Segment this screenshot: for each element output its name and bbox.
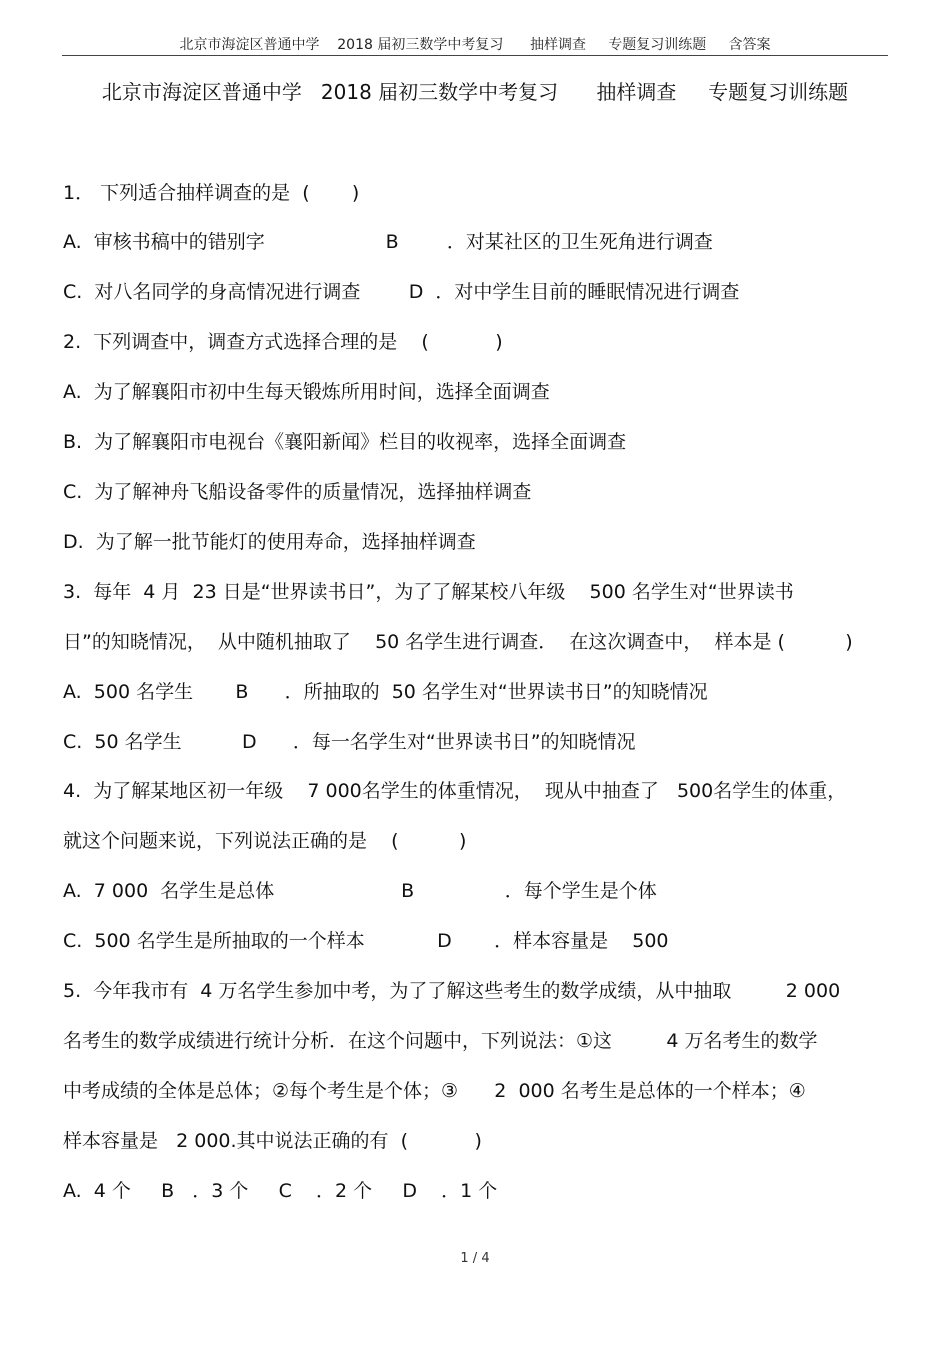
question-4-stem-line-2: 就这个问题来说，下列说法正确的是 ( )	[63, 830, 467, 852]
question-3-options-cd: C. 50 名学生 D ．每一名学生对“世界读书日”的知晓情况	[63, 731, 636, 753]
question-5-stem-line-4: 样本容量是 2 000.其中说法正确的有 ( )	[63, 1130, 482, 1152]
question-5-stem-line-1: 5. 今年我市有 4 万名学生参加中考，为了了解这些考生的数学成绩，从中抽取 2 000	[63, 980, 841, 1002]
question-5-stem-line-3: 中考成绩的全体是总体；②每个考生是个体；③ 2 000 名考生是总体的一个样本；④	[63, 1080, 806, 1102]
question-2-option-d: D. 为了解一批节能灯的使用寿命，选择抽样调查	[63, 531, 476, 553]
question-1-stem: 1． 下列适合抽样调查的是 ( )	[63, 182, 360, 204]
page-number: 1 / 4	[460, 1251, 490, 1266]
running-header: 北京市海淀区普通中学 2018 届初三数学中考复习 抽样调查 专题复习训练题 含答案	[179, 37, 771, 53]
question-2-option-a: A. 为了解襄阳市初中生每天锻炼所用时间，选择全面调查	[63, 381, 550, 403]
question-2-stem: 2. 下列调查中，调查方式选择合理的是 ( )	[63, 331, 503, 353]
question-5-stem-line-2: 名考生的数学成绩进行统计分析．在这个问题中，下列说法：①这 4 万名考生的数学	[63, 1030, 818, 1052]
document-title: 北京市海淀区普通中学 2018 届初三数学中考复习 抽样调查 专题复习训练题	[101, 80, 849, 104]
question-2-option-c: C. 为了解神舟飞船设备零件的质量情况，选择抽样调查	[63, 481, 532, 503]
question-1-options-cd: C. 对八名同学的身高情况进行调查 D ．对中学生目前的睡眠情况进行调查	[63, 281, 740, 303]
question-5-options: A. 4 个 B ．3 个 C ．2 个 D ．1 个	[63, 1180, 498, 1202]
header-divider	[62, 55, 888, 56]
question-3-options-ab: A. 500 名学生 B ．所抽取的 50 名学生对“世界读书日”的知晓情况	[63, 681, 708, 703]
question-3-stem-line-1: 3. 每年 4 月 23 日是“世界读书日”，为了了解某校八年级 500 名学生对“世界读书	[63, 581, 794, 603]
question-2-option-b: B. 为了解襄阳市电视台《襄阳新闻》栏目的收视率，选择全面调查	[63, 431, 627, 453]
question-1-options-ab: A. 审核书稿中的错别字 B ．对某社区的卫生死角进行调查	[63, 231, 713, 253]
question-3-stem-line-2: 日”的知晓情况， 从中随机抽取了 50 名学生进行调查． 在这次调查中， 样本是 ( )	[63, 631, 853, 653]
question-4-stem-line-1: 4. 为了解某地区初一年级 7 000名学生的体重情况， 现从中抽查了 500名学生的体重，	[63, 780, 847, 802]
question-4-options-ab: A. 7 000 名学生是总体 B ．每个学生是个体	[63, 880, 657, 902]
question-4-options-cd: C. 500 名学生是所抽取的一个样本 D ．样本容量是 500	[63, 930, 669, 952]
